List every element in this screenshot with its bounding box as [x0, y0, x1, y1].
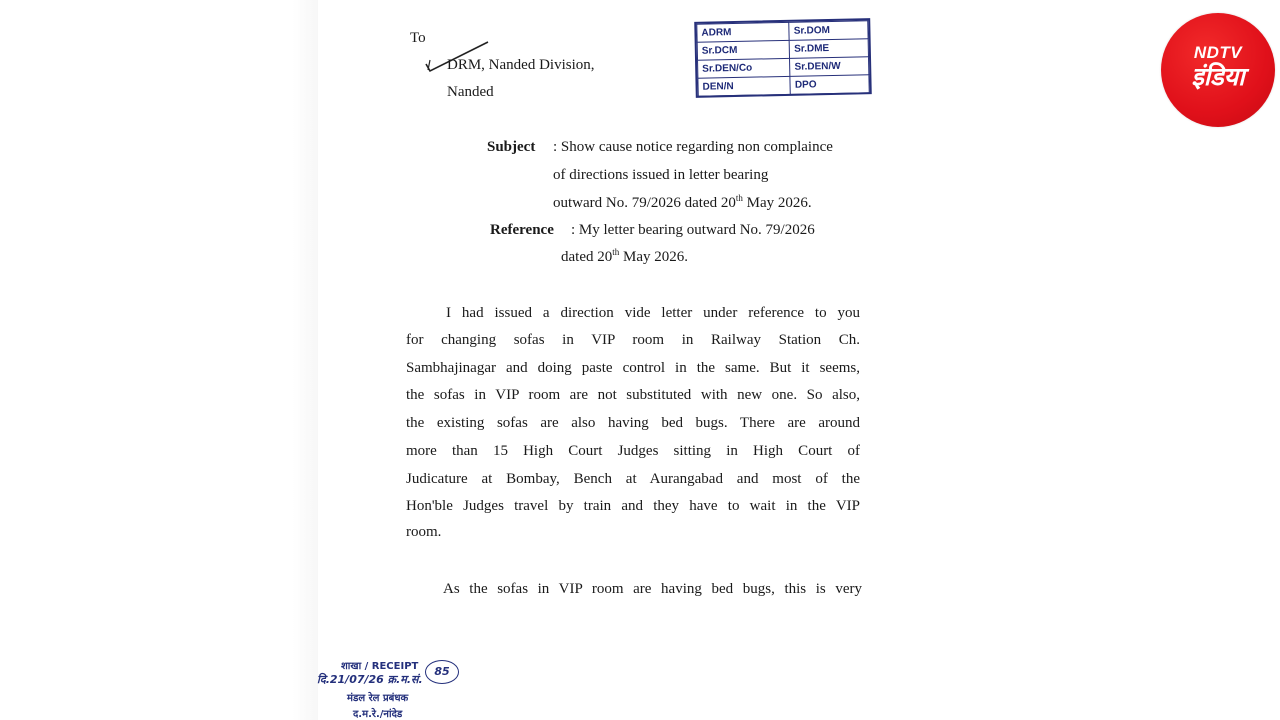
stamp-cell: Sr.DOM [789, 21, 868, 41]
reference-line-1: : My letter bearing outward No. 79/2026 [571, 222, 815, 238]
body-line: room. [406, 524, 442, 540]
subject-line-3-end: May 2026. [742, 195, 812, 211]
logo-sub-text: इंडिया [1191, 62, 1245, 91]
receipt-office: मंडल रेल प्रबंधक [347, 693, 409, 704]
logo-brand-text: NDTV [1193, 43, 1243, 62]
subject-line-2: of directions issued in letter bearing [553, 167, 769, 183]
receipt-stamp [315, 656, 475, 720]
ordinal-suffix: th [735, 193, 743, 203]
receipt-number: 85 [425, 660, 459, 684]
reference-label: Reference [490, 222, 554, 238]
subject-line-3-text: outward No. 79/2026 dated 20 [553, 195, 736, 211]
stamp-cell: DEN/N [698, 76, 791, 96]
reference-line-2-text: dated 20 [561, 249, 613, 265]
stamp-cell: Sr.DEN/Co [698, 58, 791, 78]
body-line: the existing sofas are also having bed bugs. There are around [406, 415, 860, 431]
reference-line-2 [561, 247, 688, 267]
to-label: To [410, 30, 426, 46]
body-line: Sambhajinagar and doing paste control in the same. But it seems, [406, 360, 860, 376]
receipt-title: शाखा / RECEIPT [341, 661, 419, 672]
ndtv-india-logo [1161, 13, 1275, 127]
page-margin [0, 0, 318, 720]
ordinal-suffix: th [612, 247, 620, 257]
addressee-line-2: Nanded [447, 84, 494, 100]
reference-line-2-end: May 2026. [619, 249, 688, 265]
body-line: the sofas in VIP room are not substituted with new one. So also, [406, 387, 860, 403]
body-line: As the sofas in VIP room are having bed bugs, this is very [443, 581, 862, 597]
subject-line-1: : Show cause notice regarding non complaince [553, 139, 833, 155]
stamp-cell: Sr.DME [789, 39, 868, 59]
stamp-cell: ADRM [697, 22, 790, 42]
body-line: I had issued a direction vide letter under reference to you [446, 305, 860, 321]
addressee-line-1: DRM, Nanded Division, [447, 57, 595, 73]
stamp-cell: Sr.DEN/W [790, 57, 869, 77]
body-line: Hon'ble Judges travel by train and they have to wait in the VIP [406, 498, 860, 514]
stamp-cell: Sr.DCM [697, 40, 790, 60]
routing-stamp [694, 18, 872, 98]
body-line: Judicature at Bombay, Bench at Aurangabad and most of the [406, 471, 860, 487]
receipt-division: द.म.रे./नांदेड [353, 709, 403, 720]
body-line: for changing sofas in VIP room in Railway Station Ch. [406, 332, 860, 348]
body-line: more than 15 High Court Judges sitting in High Court of [406, 443, 860, 459]
receipt-date: दि.21/07/26 क्र.म.सं. [317, 673, 423, 686]
stamp-cell: DPO [790, 75, 869, 95]
subject-line-3 [553, 193, 812, 213]
subject-label: Subject [487, 139, 536, 155]
